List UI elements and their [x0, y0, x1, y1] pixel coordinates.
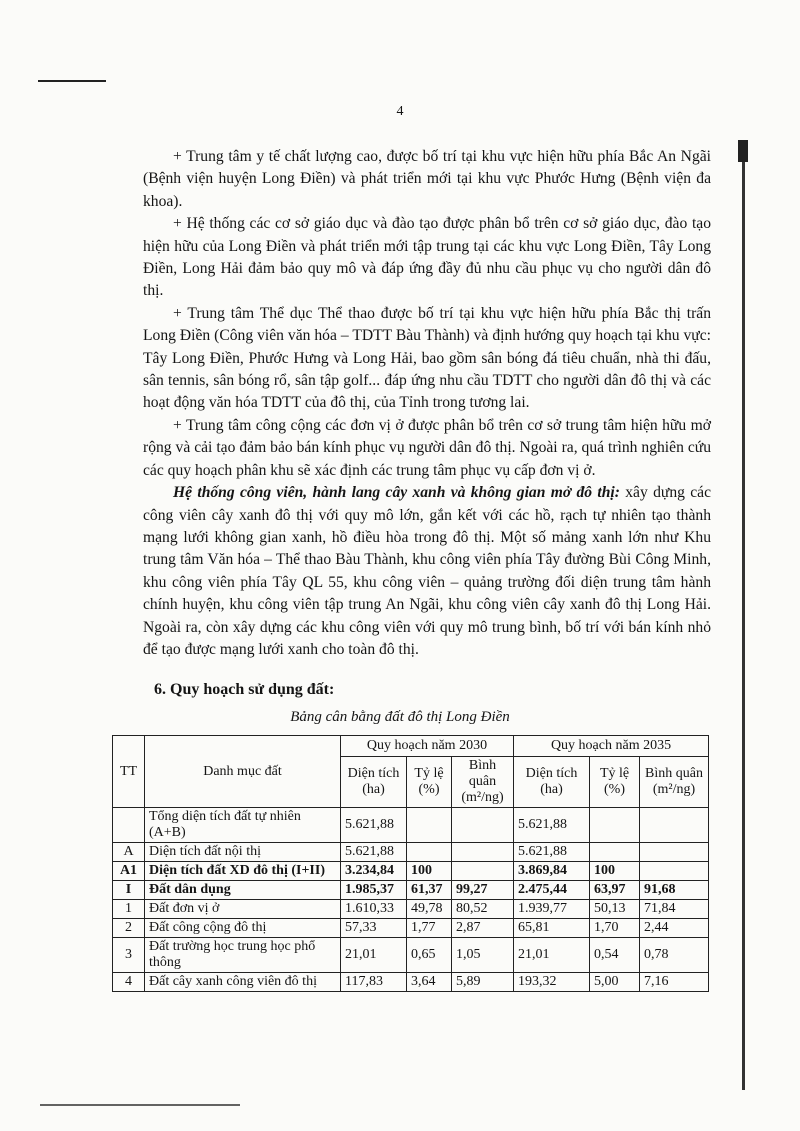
cell-per-capita-2035 — [640, 843, 709, 862]
header-ratio-2030: Tỷ lệ (%) — [407, 757, 452, 808]
scan-mark-bottom — [40, 1104, 240, 1106]
cell-ratio-2035 — [590, 808, 640, 843]
paragraph-sports-center: + Trung tâm Thể dục Thể thao được bố trí tại khu vực hiện hữu phía Bắc thị trấn Long Điền (Công viên văn hóa – TDTT Bàu Thành) và định hướng quy hoạch tại khu vực: Tây Long Điền, Phước Hưng và Long Hải, bao gồm sân bóng đá tiêu chuẩn, nhà thi đấu, sân tennis, sân bóng rổ, sân tập golf... đáp ứng nhu cầu TDTT cho người dân đô thị và các hoạt động văn hóa TDTT của đô thị, của Tỉnh trong tương lai. — [143, 304, 711, 412]
paragraph-health-center: + Trung tâm y tế chất lượng cao, được bố trí tại khu vực hiện hữu phía Bắc An Ngãi (Bệnh viện huyện Long Điền) và phát triển mới tại khu vực Phước Hưng (Bệnh viện đa khoa). — [143, 148, 711, 210]
cell-per-capita-2030: 2,87 — [452, 919, 514, 938]
cell-area-2035: 5.621,88 — [514, 808, 590, 843]
cell-tt: A1 — [113, 862, 145, 881]
cell-area-2035: 3.869,84 — [514, 862, 590, 881]
cell-area-2035: 21,01 — [514, 938, 590, 973]
cell-area-2035: 65,81 — [514, 919, 590, 938]
cell-area-2030: 1.985,37 — [341, 881, 407, 900]
cell-per-capita-2030: 1,05 — [452, 938, 514, 973]
cell-tt: 4 — [113, 973, 145, 992]
cell-per-capita-2035 — [640, 808, 709, 843]
cell-category: Đất cây xanh công viên đô thị — [145, 973, 341, 992]
cell-ratio-2035: 63,97 — [590, 881, 640, 900]
paragraph-parks — [143, 482, 711, 661]
paragraph-public-center: + Trung tâm công cộng các đơn vị ở được phân bổ trên cơ sở trung tâm hiện hữu mở rộng và cải tạo đảm bảo bán kính phục vụ người dân đô thị. Ngoài ra, quá trình nghiên cứu các quy hoạch phân khu sẽ xác định các trung tâm phục vụ cấp đơn vị ở. — [143, 416, 711, 479]
per-capita-unit: (m²/ng) — [652, 782, 696, 797]
parks-lead: Hệ thống công viên, hành lang cây xanh và không gian mở đô thị: — [173, 484, 620, 502]
per-capita-label: Bình quân — [468, 758, 497, 789]
cell-ratio-2030 — [407, 808, 452, 843]
paragraph-education: + Hệ thống các cơ sở giáo dục và đào tạo được phân bổ trên cơ sở giáo dục, đào tạo hiện hữu của Long Điền và phát triển mới tập trung tại các khu vực Long Điền, Tây Long Điền, Long Hải đảm bảo quy mô và đáp ứng đầy đủ nhu cầu phục vụ cho người dân đô thị. — [143, 215, 711, 300]
header-area-2035: Diện tích (ha) — [514, 757, 590, 808]
cell-ratio-2035: 100 — [590, 862, 640, 881]
header-plan-2030: Quy hoạch năm 2030 — [341, 736, 514, 757]
header-area-2030: Diện tích (ha) — [341, 757, 407, 808]
cell-ratio-2030: 0,65 — [407, 938, 452, 973]
scan-edge-right — [742, 140, 745, 1090]
cell-category: Đất đơn vị ở — [145, 900, 341, 919]
cell-per-capita-2030 — [452, 843, 514, 862]
cell-tt: 2 — [113, 919, 145, 938]
cell-per-capita-2030: 5,89 — [452, 973, 514, 992]
cell-category: Tổng diện tích đất tự nhiên (A+B) — [145, 808, 341, 843]
cell-ratio-2030: 100 — [407, 862, 452, 881]
table-row — [113, 808, 709, 843]
table-header-row — [113, 736, 709, 757]
cell-category: Đất dân dụng — [145, 881, 341, 900]
cell-area-2030: 3.234,84 — [341, 862, 407, 881]
cell-area-2030: 5.621,88 — [341, 843, 407, 862]
cell-ratio-2030: 61,37 — [407, 881, 452, 900]
cell-per-capita-2030: 99,27 — [452, 881, 514, 900]
cell-category: Diện tích đất XD đô thị (I+II) — [145, 862, 341, 881]
cell-area-2035: 1.939,77 — [514, 900, 590, 919]
per-capita-unit: (m²/ng) — [461, 790, 504, 805]
cell-per-capita-2030 — [452, 862, 514, 881]
cell-area-2030: 5.621,88 — [341, 808, 407, 843]
cell-per-capita-2030 — [452, 808, 514, 843]
section-heading: 6. Quy hoạch sử dụng đất: — [154, 681, 335, 698]
cell-tt — [113, 808, 145, 843]
cell-ratio-2035 — [590, 843, 640, 862]
land-balance-table — [112, 735, 709, 992]
table-row — [113, 900, 709, 919]
header-tt: TT — [113, 736, 145, 808]
cell-area-2030: 57,33 — [341, 919, 407, 938]
header-ratio-2035: Tỷ lệ (%) — [590, 757, 640, 808]
cell-tt: 3 — [113, 938, 145, 973]
parks-text: xây dựng các công viên cây xanh đô thị với quy mô lớn, gắn kết với các hồ, rạch tự nhiên tạo thành mạng lưới không gian xanh, hồ điều hòa trong đô thị. Một số mảng xanh lớn như Khu trung tâm Văn hóa – Thể thao Bàu Thành, khu công viên phía Tây đường Bùi Công Minh, khu công viên phía Tây QL 55, khu công viên – quảng trường đối diện trung tâm hành chính huyện, khu công viên tập trung An Ngãi, khu công viên cây xanh đô thị Long Hải. Ngoài ra, còn xây dựng các khu công viên với quy mô trung bình, bố trí với bán kính nhỏ để tạo được mạng lưới xanh cho toàn đô thị. — [143, 484, 711, 658]
cell-ratio-2035: 5,00 — [590, 973, 640, 992]
page-number: 4 — [396, 104, 404, 119]
per-capita-label: Bình quân — [645, 766, 703, 781]
cell-per-capita-2035: 91,68 — [640, 881, 709, 900]
cell-ratio-2030: 1,77 — [407, 919, 452, 938]
table-row — [113, 973, 709, 992]
table-row — [113, 862, 709, 881]
cell-category: Diện tích đất nội thị — [145, 843, 341, 862]
cell-per-capita-2035: 2,44 — [640, 919, 709, 938]
cell-per-capita-2030: 80,52 — [452, 900, 514, 919]
cell-area-2030: 21,01 — [341, 938, 407, 973]
cell-tt: A — [113, 843, 145, 862]
header-per-capita-2030 — [452, 757, 514, 808]
table-row — [113, 919, 709, 938]
header-plan-2035: Quy hoạch năm 2035 — [514, 736, 709, 757]
cell-area-2035: 193,32 — [514, 973, 590, 992]
cell-tt: I — [113, 881, 145, 900]
header-category: Danh mục đất — [145, 736, 341, 808]
cell-per-capita-2035 — [640, 862, 709, 881]
cell-category: Đất công cộng đô thị — [145, 919, 341, 938]
cell-ratio-2030: 3,64 — [407, 973, 452, 992]
cell-tt: 1 — [113, 900, 145, 919]
cell-per-capita-2035: 0,78 — [640, 938, 709, 973]
cell-per-capita-2035: 7,16 — [640, 973, 709, 992]
cell-area-2030: 117,83 — [341, 973, 407, 992]
table-caption: Bảng cân bằng đất đô thị Long Điền — [290, 709, 510, 725]
table-row — [113, 843, 709, 862]
table-row — [113, 881, 709, 900]
cell-area-2030: 1.610,33 — [341, 900, 407, 919]
cell-ratio-2030: 49,78 — [407, 900, 452, 919]
cell-category: Đất trường học trung học phổ thông — [145, 938, 341, 973]
cell-area-2035: 2.475,44 — [514, 881, 590, 900]
scan-mark-top — [38, 80, 106, 82]
body-text — [143, 146, 711, 661]
cell-ratio-2035: 1,70 — [590, 919, 640, 938]
cell-ratio-2035: 50,13 — [590, 900, 640, 919]
cell-ratio-2035: 0,54 — [590, 938, 640, 973]
cell-ratio-2030 — [407, 843, 452, 862]
cell-area-2035: 5.621,88 — [514, 843, 590, 862]
scan-edge-mark — [738, 140, 748, 162]
cell-per-capita-2035: 71,84 — [640, 900, 709, 919]
header-per-capita-2035 — [640, 757, 709, 808]
table-row — [113, 938, 709, 973]
